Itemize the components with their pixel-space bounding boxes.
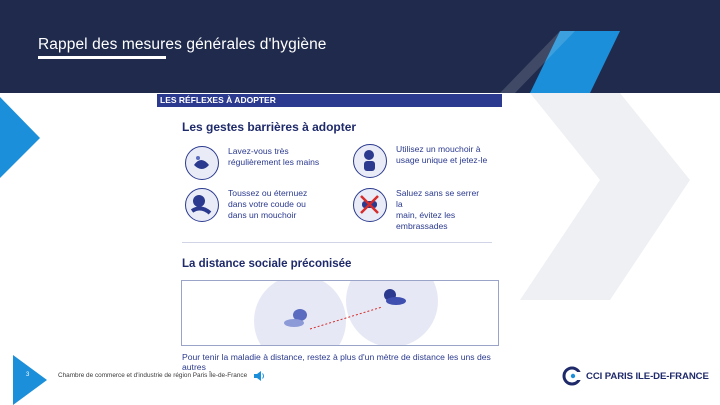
page-number-triangle: [13, 355, 47, 405]
gesture-text: Saluez sans se serrer la main, évitez les embrassades: [396, 188, 480, 231]
social-distance-diagram: [181, 280, 499, 346]
logo-text: CCI PARIS ILE-DE-FRANCE: [586, 370, 709, 382]
gesture-text: Utilisez un mouchoir à usage unique et jetez-le: [396, 144, 488, 165]
gesture-no-handshake: [353, 188, 488, 232]
banner-label: LES RÉFLEXES À ADOPTER: [160, 95, 276, 105]
page-title: Rappel des mesures générales d'hygiène: [38, 36, 327, 53]
no-handshake-icon: [353, 188, 387, 222]
gestures-heading: Les gestes barrières à adopter: [182, 120, 357, 134]
cough-elbow-icon: [185, 188, 219, 222]
header-bar: [0, 0, 720, 93]
hygiene-infographic: [157, 94, 502, 375]
infographic-banner: [157, 94, 502, 107]
title-underline: [38, 56, 166, 59]
gesture-text: Toussez ou éternuez dans votre coude ou dans un mouchoir: [228, 188, 308, 220]
gesture-text: Lavez-vous très régulièrement les mains: [228, 146, 320, 167]
gesture-cough-elbow: [185, 188, 320, 222]
distance-heading: La distance sociale préconisée: [182, 258, 352, 270]
section-divider: [182, 242, 492, 243]
footer-org-text: Chambre de commerce et d'industrie de région Paris Île-de-France: [58, 372, 248, 379]
hand-wash-icon: [185, 146, 219, 180]
page-number: 3: [26, 372, 30, 378]
cci-logo-mark: [562, 366, 582, 386]
cci-logo: [562, 366, 709, 386]
speaker-icon[interactable]: [253, 370, 265, 382]
distance-note: Pour tenir la maladie à distance, restez à plus d'un mètre de distance les uns des autres: [182, 352, 491, 372]
gesture-tissue: [353, 144, 488, 178]
tissue-icon: [353, 144, 387, 178]
gesture-hand-wash: [185, 146, 320, 180]
left-blue-triangle: [0, 97, 40, 178]
